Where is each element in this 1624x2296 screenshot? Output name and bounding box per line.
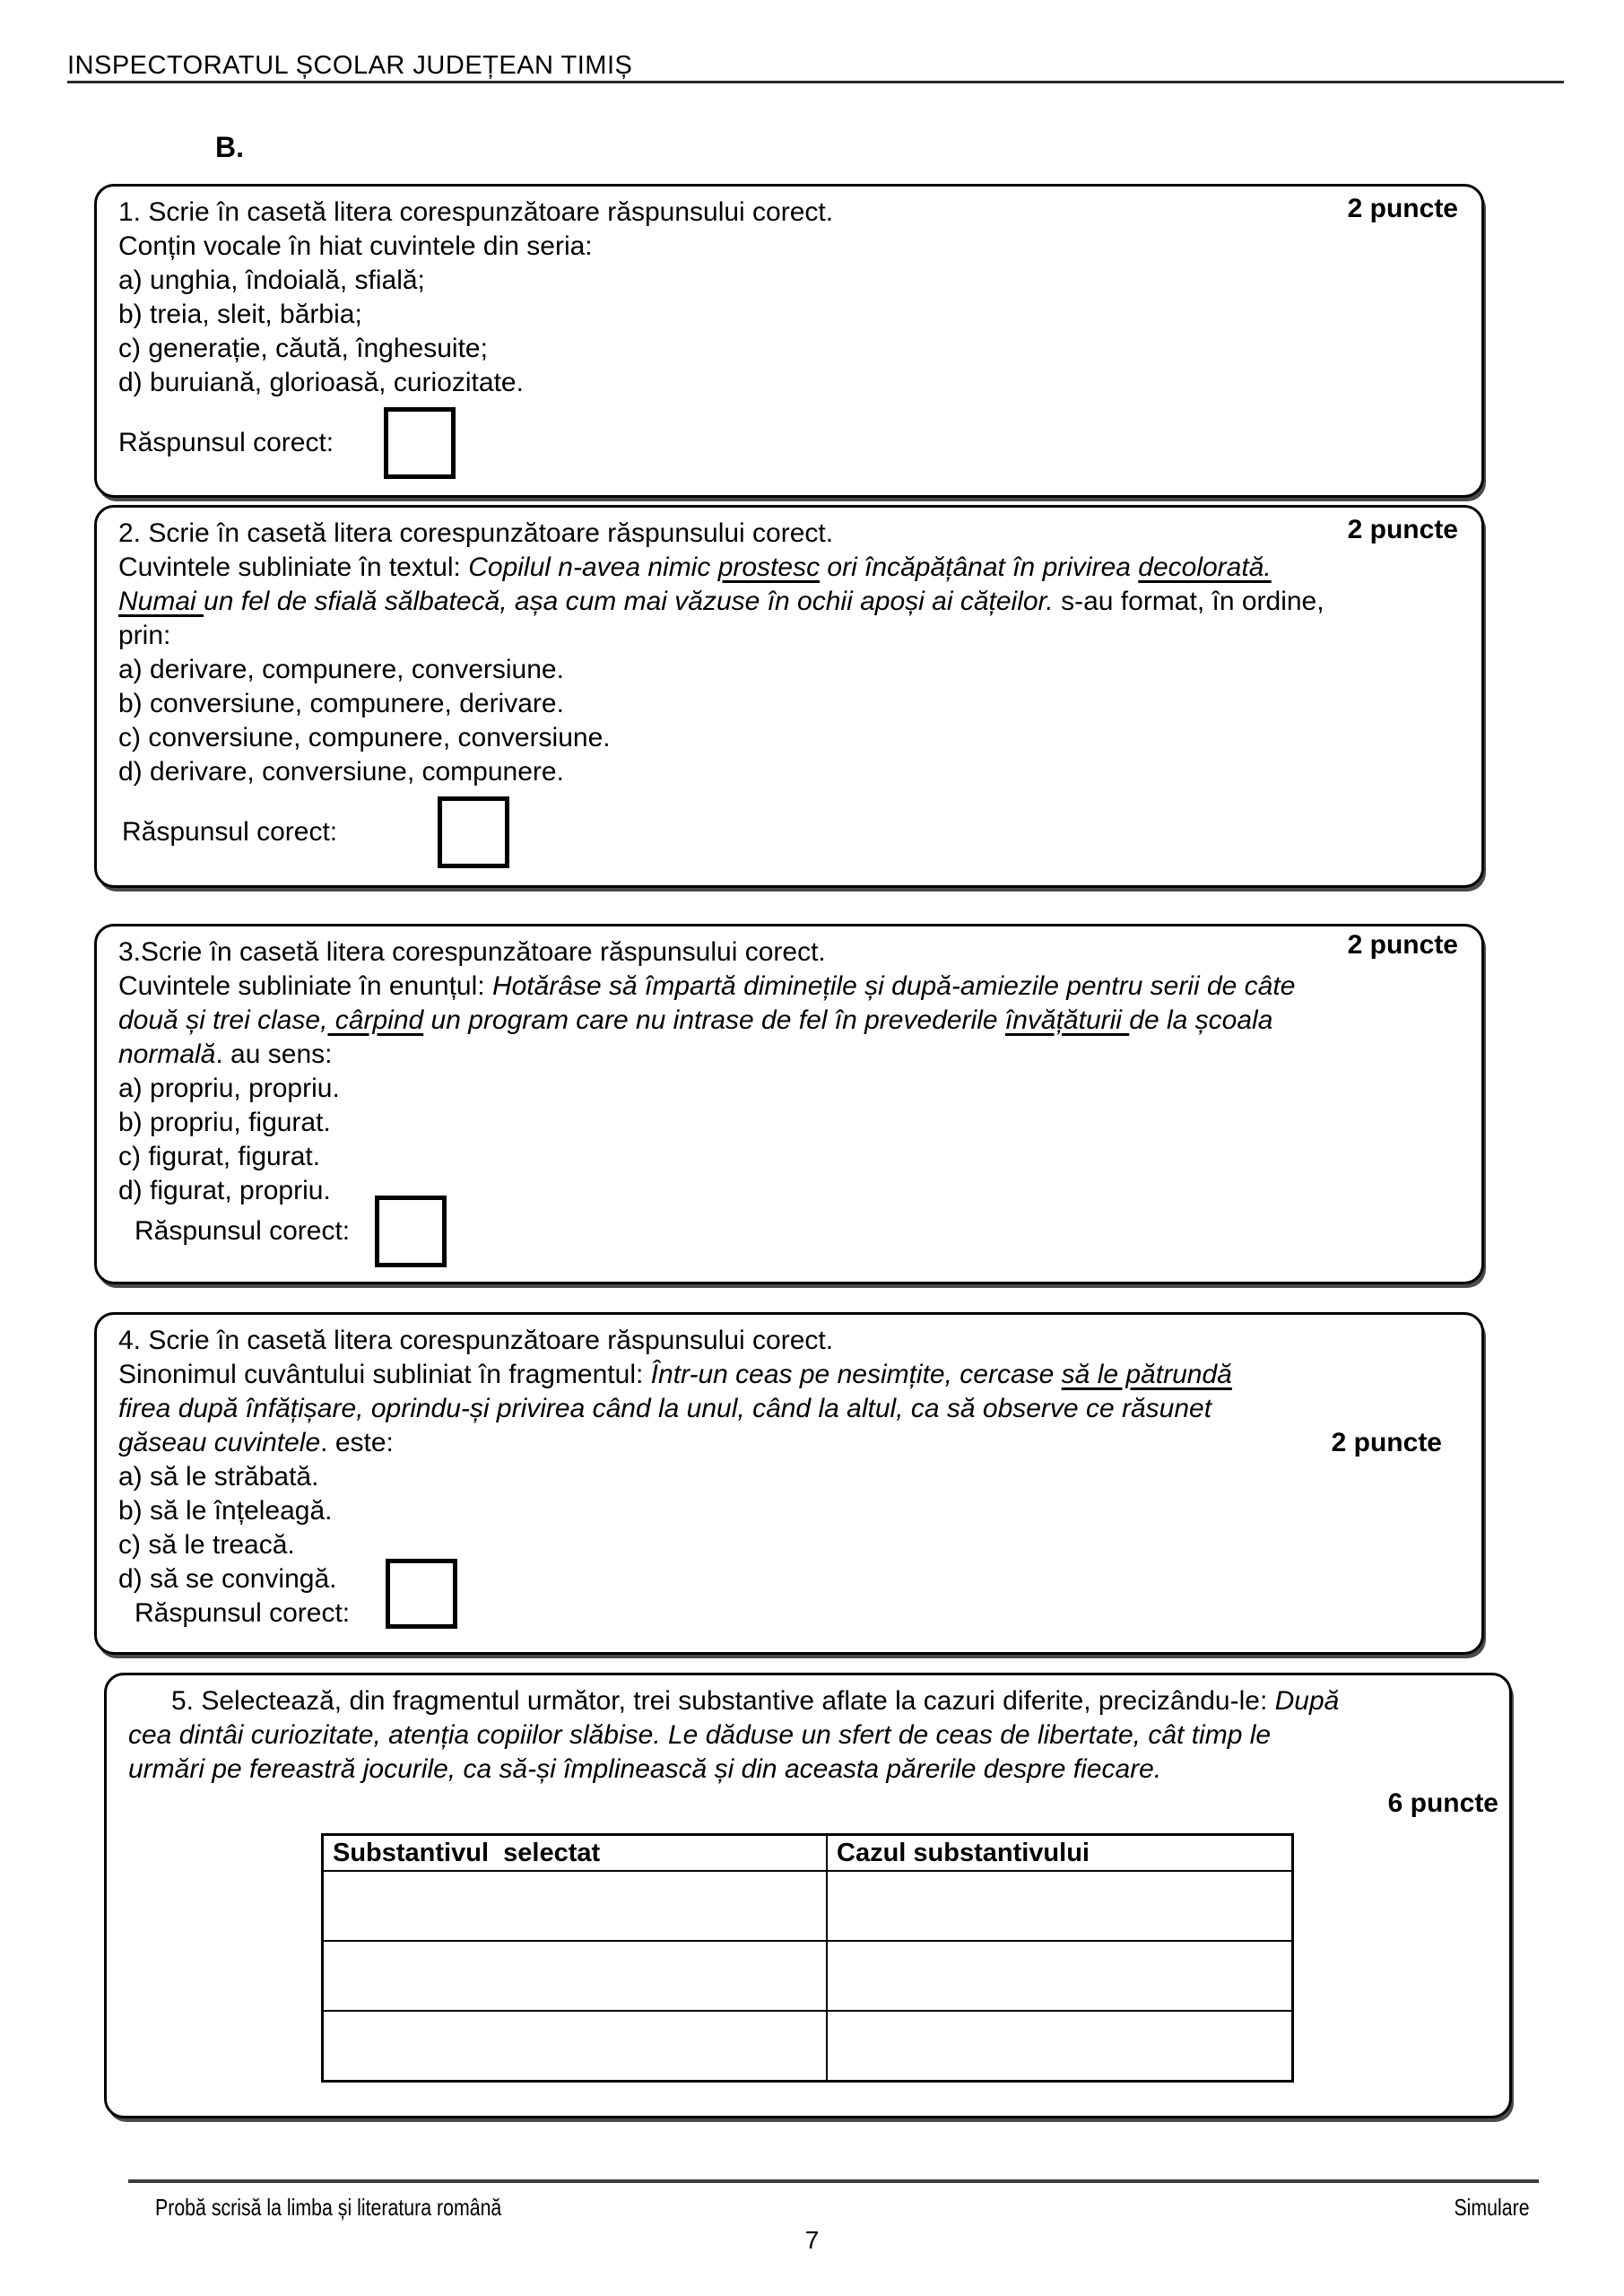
q3-text-line-2: două și trei clase, cârpind un program care nu intrase de fel în prevederile învățăturii de la școala (118, 1005, 1273, 1035)
q4-text-line-3 (118, 1426, 1460, 1460)
q2-option-d: d) derivare, conversiune, compunere. (118, 757, 564, 787)
table-cell-substantiv-2[interactable] (323, 1941, 828, 2011)
q2-answer-box[interactable] (438, 796, 509, 868)
question-4-box (94, 1312, 1484, 1655)
q1-answer-label: Răspunsul corect: (118, 428, 334, 457)
q2-text-line-3: prin: (118, 621, 171, 650)
q5-points-badge: 6 puncte (1387, 1788, 1498, 1818)
q2-answer-row (118, 795, 1460, 870)
question-2-box (94, 505, 1484, 888)
q1-option-d: d) buruiană, glorioasă, curiozitate. (118, 368, 524, 397)
q3-option-b: b) propriu, figurat. (118, 1108, 331, 1137)
q2-answer-label: Răspunsul corect: (122, 817, 338, 847)
q4-points-badge: 2 puncte (1331, 1428, 1442, 1457)
q1-text-line: Conțin vocale în hiat cuvintele din seria: (118, 231, 593, 261)
q1-points-badge: 2 puncte (1347, 194, 1458, 223)
header-divider (67, 81, 1564, 83)
q1-answer-row (118, 405, 1460, 481)
q4-option-b: b) să le înțeleagă. (118, 1496, 333, 1526)
q4-option-c: c) să le treacă. (118, 1530, 295, 1560)
footer-exam-name: Probă scrisă la limba și literatura română (155, 2194, 502, 2221)
q5-text-line-1: 5. Selectează, din fragmentul următor, trei substantive aflate la cazuri diferite, precizându-le: După (171, 1686, 1340, 1716)
q1-option-b: b) treia, sleit, bărbia; (118, 300, 362, 329)
page-number: 7 (804, 2226, 820, 2254)
q3-stem: 3.Scrie în casetă litera corespunzătoare răspunsului corect. (118, 937, 826, 967)
q4-answer-box[interactable] (386, 1559, 457, 1629)
q3-points-badge: 2 puncte (1347, 930, 1458, 960)
q2-option-b: b) conversiune, compunere, derivare. (118, 689, 564, 718)
q2-text-line-1: Cuvintele subliniate în textul: Copilul n-avea nimic prostesc ori încăpățânat în privirea decolorată. (118, 552, 1272, 582)
q4-option-d: d) să se convingă. (118, 1564, 337, 1594)
question-1-box (94, 184, 1484, 498)
q4-text-line-3-text: găseau cuvintele. este: (118, 1428, 394, 1457)
q4-text-line-1: Sinonimul cuvântului subliniat în fragmentul: Într-un ceas pe nesimțite, cercase să le pătrundă (118, 1360, 1232, 1389)
table-cell-caz-2[interactable] (827, 1941, 1293, 2011)
substantive-table (321, 1833, 1294, 2083)
q4-stem: 4. Scrie în casetă litera corespunzătoare răspunsului corect. (118, 1326, 834, 1355)
q2-option-c: c) conversiune, compunere, conversiune. (118, 723, 611, 752)
question-5-box (104, 1673, 1512, 2118)
q3-answer-box[interactable] (375, 1196, 447, 1267)
table-cell-caz-3[interactable] (827, 2011, 1293, 2082)
table-header-caz: Cazul substantivului (827, 1835, 1293, 1872)
q3-text-line-3: normală. au sens: (118, 1039, 333, 1069)
page-title: INSPECTORATUL ȘCOLAR JUDEȚEAN TIMIȘ (67, 51, 633, 80)
q4-answer-label: Răspunsul corect: (135, 1598, 351, 1628)
q2-text-line-2: Numai un fel de sfială sălbatecă, așa cum mai văzuse în ochii apoși ai cățeilor. s-au format, în ordine, (118, 587, 1324, 616)
q3-text-line-1: Cuvintele subliniate în enunțul: Hotărâse să împartă diminețile și după-amiezile pentru serii de câte (118, 971, 1296, 1001)
table-header-substantiv: Substantivul selectat (323, 1835, 828, 1872)
q1-option-c: c) generație, căută, înghesuite; (118, 334, 488, 363)
table-cell-substantiv-3[interactable] (323, 2011, 828, 2082)
table-header-row (323, 1835, 1293, 1872)
footer-session-label: Simulare (1454, 2194, 1530, 2221)
table-row (323, 2011, 1293, 2082)
q5-text-line-2: cea dintâi curiozitate, atenția copiilor slăbise. Le dăduse un sfert de ceas de libertate, cât timp le (128, 1720, 1272, 1750)
q3-option-c: c) figurat, figurat. (118, 1142, 321, 1171)
q3-answer-label: Răspunsul corect: (135, 1216, 351, 1246)
q1-stem: 1. Scrie în casetă litera corespunzătoare răspunsului corect. (118, 197, 834, 227)
q4-option-a: a) să le străbată. (118, 1462, 319, 1492)
table-cell-caz-1[interactable] (827, 1871, 1293, 1941)
q2-stem: 2. Scrie în casetă litera corespunzătoare răspunsului corect. (118, 518, 834, 548)
table-cell-substantiv-1[interactable] (323, 1871, 828, 1941)
q1-answer-box[interactable] (384, 407, 456, 479)
q3-option-a: a) propriu, propriu. (118, 1074, 340, 1103)
q3-option-d: d) figurat, propriu. (118, 1176, 331, 1205)
section-label: B. (215, 131, 244, 163)
q5-text-line-3: urmări pe fereastră jocurile, ca să-și împlinească și din aceasta părerile despre fiecare. (128, 1754, 1162, 1784)
q2-option-a: a) derivare, compunere, conversiune. (118, 655, 564, 684)
q2-points-badge: 2 puncte (1347, 515, 1458, 544)
question-3-box (94, 924, 1484, 1284)
q4-text-line-2: firea după înfățișare, oprindu-și privirea când la unul, când la altul, ca să observe ce răsunet (118, 1394, 1212, 1423)
table-row (323, 1941, 1293, 2011)
q1-option-a: a) unghia, îndoială, sfială; (118, 265, 425, 295)
table-row (323, 1871, 1293, 1941)
footer-divider (128, 2179, 1539, 2183)
